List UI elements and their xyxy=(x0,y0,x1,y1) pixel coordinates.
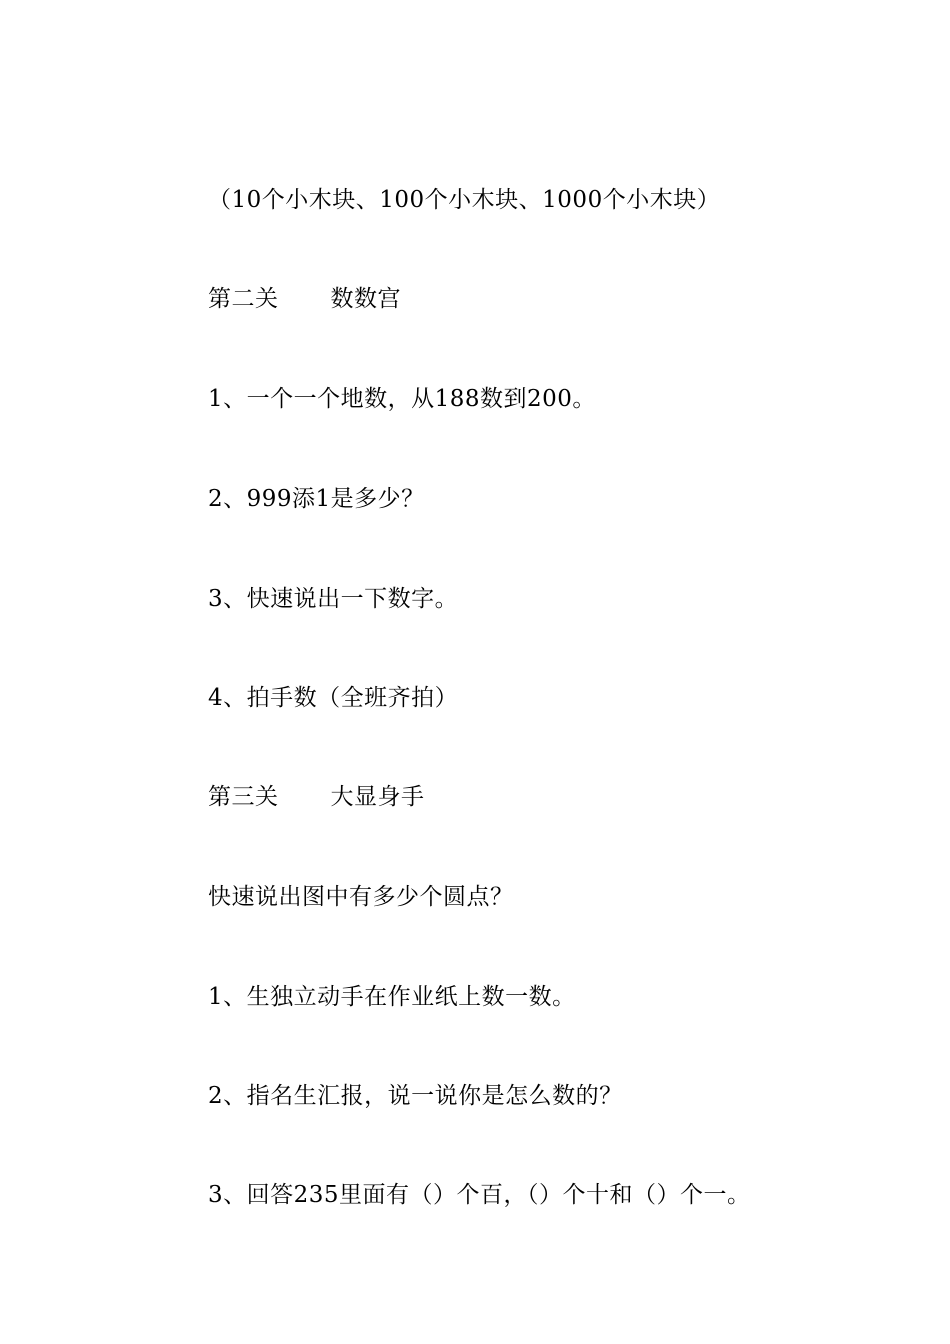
level-2-item-1: 1、一个一个地数，从188数到200。 xyxy=(208,386,596,412)
level-2-title: 数数宫 xyxy=(330,286,401,312)
level-3-name: 第三关 xyxy=(208,784,279,810)
level-3-item-1: 1、生独立动手在作业纸上数一数。 xyxy=(208,984,576,1010)
level-3-item-2: 2、指名生汇报，说一说你是怎么数的？ xyxy=(208,1083,623,1109)
level-2-item-2: 2、999添1是多少？ xyxy=(208,486,425,512)
level-2-item-4: 4、拍手数（全班齐拍） xyxy=(208,685,459,711)
level-3-title: 大显身手 xyxy=(330,784,425,810)
level-3-item-3: 3、回答235里面有（）个百，（）个十和（）个一。 xyxy=(208,1182,751,1208)
level-2-item-3: 3、快速说出一下数字。 xyxy=(208,586,459,612)
level-2-name: 第二关 xyxy=(208,286,279,312)
level-3-heading xyxy=(208,782,425,812)
materials-note: （10个小木块、100个小木块、1000个小木块） xyxy=(208,187,721,213)
level-2-heading xyxy=(208,284,401,314)
level-3-question: 快速说出图中有多少个圆点？ xyxy=(208,884,514,910)
